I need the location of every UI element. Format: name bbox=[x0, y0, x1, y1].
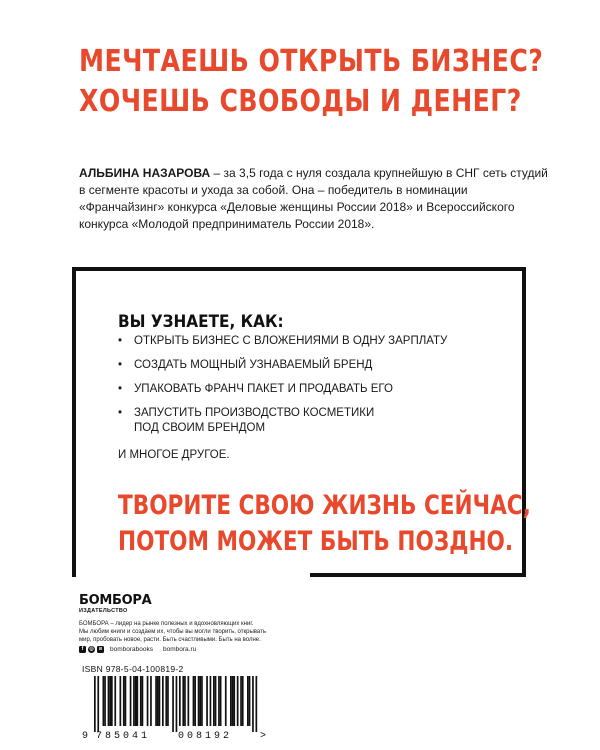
slogan-line-2: ПОТОМ МОЖЕТ БЫТЬ ПОЗДНО. bbox=[118, 526, 514, 557]
barcode-bar bbox=[123, 676, 125, 726]
barcode-bar bbox=[167, 676, 169, 726]
list-item-text: УПАКОВАТЬ ФРАНЧ ПАКЕТ И ПРОДАВАТЬ ЕГО bbox=[134, 383, 393, 395]
publisher-logo bbox=[79, 594, 151, 615]
barcode-bar bbox=[233, 676, 235, 726]
barcode-bar bbox=[247, 676, 249, 726]
barcode-bar bbox=[237, 676, 239, 726]
barcode-bar bbox=[157, 676, 159, 726]
barcode-bar bbox=[240, 676, 242, 726]
learn-list bbox=[118, 334, 518, 445]
barcode-bar bbox=[125, 676, 127, 726]
barcode-bar bbox=[218, 676, 220, 726]
list-item bbox=[118, 334, 518, 349]
barcode-bar bbox=[108, 676, 110, 726]
barcode-bar bbox=[159, 676, 161, 726]
barcode-bar bbox=[249, 676, 251, 726]
barcode-digit-end: > bbox=[260, 731, 267, 740]
barcode-bar bbox=[225, 676, 227, 726]
barcode-bar bbox=[213, 676, 215, 726]
barcode-bar bbox=[109, 676, 111, 726]
barcode-digits-right: 008192 bbox=[178, 731, 233, 740]
barcode-bar bbox=[220, 676, 222, 726]
barcode-bar bbox=[162, 676, 164, 726]
headline-line-2: ХОЧЕШЬ СВОБОДЫ И ДЕНЕГ? bbox=[79, 84, 522, 119]
barcode-bar bbox=[172, 676, 174, 732]
barcode-bar bbox=[94, 676, 96, 732]
barcode-bar bbox=[201, 676, 203, 726]
barcode-bar bbox=[130, 676, 132, 726]
bullet-icon: • bbox=[118, 407, 123, 419]
barcode-bar bbox=[111, 676, 113, 726]
learn-title: ВЫ УЗНАЕТЕ, КАК: bbox=[118, 312, 284, 332]
facebook-icon: f bbox=[79, 646, 86, 653]
slogan-line-1: ТВОРИТЕ СВОЮ ЖИЗНЬ СЕЙЧАС, bbox=[118, 490, 531, 521]
list-item bbox=[118, 382, 518, 397]
barcode-bar bbox=[232, 676, 234, 726]
barcode-bar bbox=[199, 676, 201, 726]
publisher-site: bombora.ru bbox=[163, 646, 197, 653]
list-item-text: ОТКРЫТЬ БИЗНЕС С ВЛОЖЕНИЯМИ В ОДНУ ЗАРПЛАТУ bbox=[134, 335, 448, 347]
barcode-bar bbox=[198, 676, 200, 726]
barcode-bar bbox=[176, 676, 178, 732]
barcode-bar bbox=[179, 676, 181, 726]
barcode-bar bbox=[114, 676, 116, 726]
headline-line-1: МЕЧТАЕШЬ ОТКРЫТЬ БИЗНЕС? bbox=[79, 44, 544, 79]
barcode-bar bbox=[184, 676, 186, 726]
barcode-bar bbox=[97, 676, 99, 732]
barcode-bar bbox=[135, 676, 137, 726]
barcode-bar bbox=[215, 676, 217, 726]
bullet-icon: • bbox=[118, 359, 123, 371]
barcode-digits-left: 785041 bbox=[96, 731, 151, 740]
publisher-socials bbox=[79, 646, 196, 653]
barcode-bar bbox=[182, 676, 184, 726]
slogan bbox=[118, 488, 531, 560]
bullet-icon: • bbox=[118, 335, 123, 347]
barcode-bar bbox=[165, 676, 167, 726]
barcode-bar bbox=[194, 676, 196, 726]
barcode-bar bbox=[140, 676, 142, 726]
publisher-sub: ИЗДАТЕЛЬСТВО bbox=[79, 608, 128, 614]
barcode-bar bbox=[104, 676, 106, 726]
barcode-bar bbox=[137, 676, 139, 726]
author-name: АЛЬБИНА НАЗАРОВА bbox=[79, 166, 211, 180]
publisher-description bbox=[79, 620, 329, 644]
barcode-bar bbox=[210, 676, 212, 726]
content-frame-bottom-edge bbox=[310, 573, 526, 577]
barcode bbox=[80, 676, 272, 740]
barcode-bar bbox=[155, 676, 157, 726]
barcode-bar bbox=[256, 676, 258, 732]
list-item bbox=[118, 358, 518, 373]
barcode-bar bbox=[150, 676, 152, 726]
barcode-bar bbox=[242, 676, 244, 726]
headline bbox=[79, 42, 544, 122]
author-bio-text: – за 3,5 года с нуля создала крупнейшую в СНГ сеть студий в сегменте красоты и ухода за собой. Она – победитель в номинации «Франчайзинг» конкурса «Деловые женщины России 2018» и Всероссийского конкурса «Молодой предприниматель России 2018». bbox=[79, 166, 548, 231]
bullet-icon: • bbox=[118, 383, 123, 395]
barcode-bar bbox=[142, 676, 144, 726]
barcode-bar bbox=[193, 676, 195, 726]
list-item bbox=[118, 406, 518, 436]
barcode-digit-first: 9 bbox=[82, 731, 89, 740]
barcode-graphic bbox=[80, 676, 272, 740]
list-item-text: ЗАПУСТИТЬ ПРОИЗВОДСТВО КОСМЕТИКИ ПОД СВОИМ БРЕНДОМ bbox=[134, 407, 375, 434]
barcode-bar bbox=[206, 676, 208, 726]
instagram-icon: ◎ bbox=[89, 646, 94, 652]
publisher-name: БОМБОРА bbox=[79, 593, 152, 608]
barcode-bar bbox=[188, 676, 190, 726]
barcode-bar bbox=[230, 676, 232, 726]
barcode-bar bbox=[103, 676, 105, 726]
author-bio bbox=[79, 165, 549, 233]
barcode-bar bbox=[147, 676, 149, 726]
and-more-text: И МНОГОЕ ДРУГОЕ. bbox=[118, 449, 230, 461]
isbn-label: ISBN 978-5-04-100819-2 bbox=[82, 664, 184, 674]
list-item-text: СОЗДАТЬ МОЩНЫЙ УЗНАВАЕМЫЙ БРЕНД bbox=[134, 359, 373, 371]
barcode-bar bbox=[133, 676, 135, 726]
barcode-bar bbox=[252, 676, 254, 732]
vk-icon: в bbox=[98, 646, 103, 652]
social-handle: bomborabooks bbox=[110, 646, 153, 653]
publisher-desc-line-1: БОМБОРА – лидер на рынке полезных и вдохновляющих книг. bbox=[79, 621, 254, 627]
publisher-desc-line-2: Мы любим книги и создаем их, чтобы вы могли творить, открывать bbox=[79, 629, 266, 635]
barcode-bar bbox=[120, 676, 122, 726]
barcode-bars bbox=[94, 676, 257, 732]
publisher-desc-line-3: мир, пробовать новое, расти. Быть счастливыми. Быть на волне. bbox=[79, 637, 261, 643]
